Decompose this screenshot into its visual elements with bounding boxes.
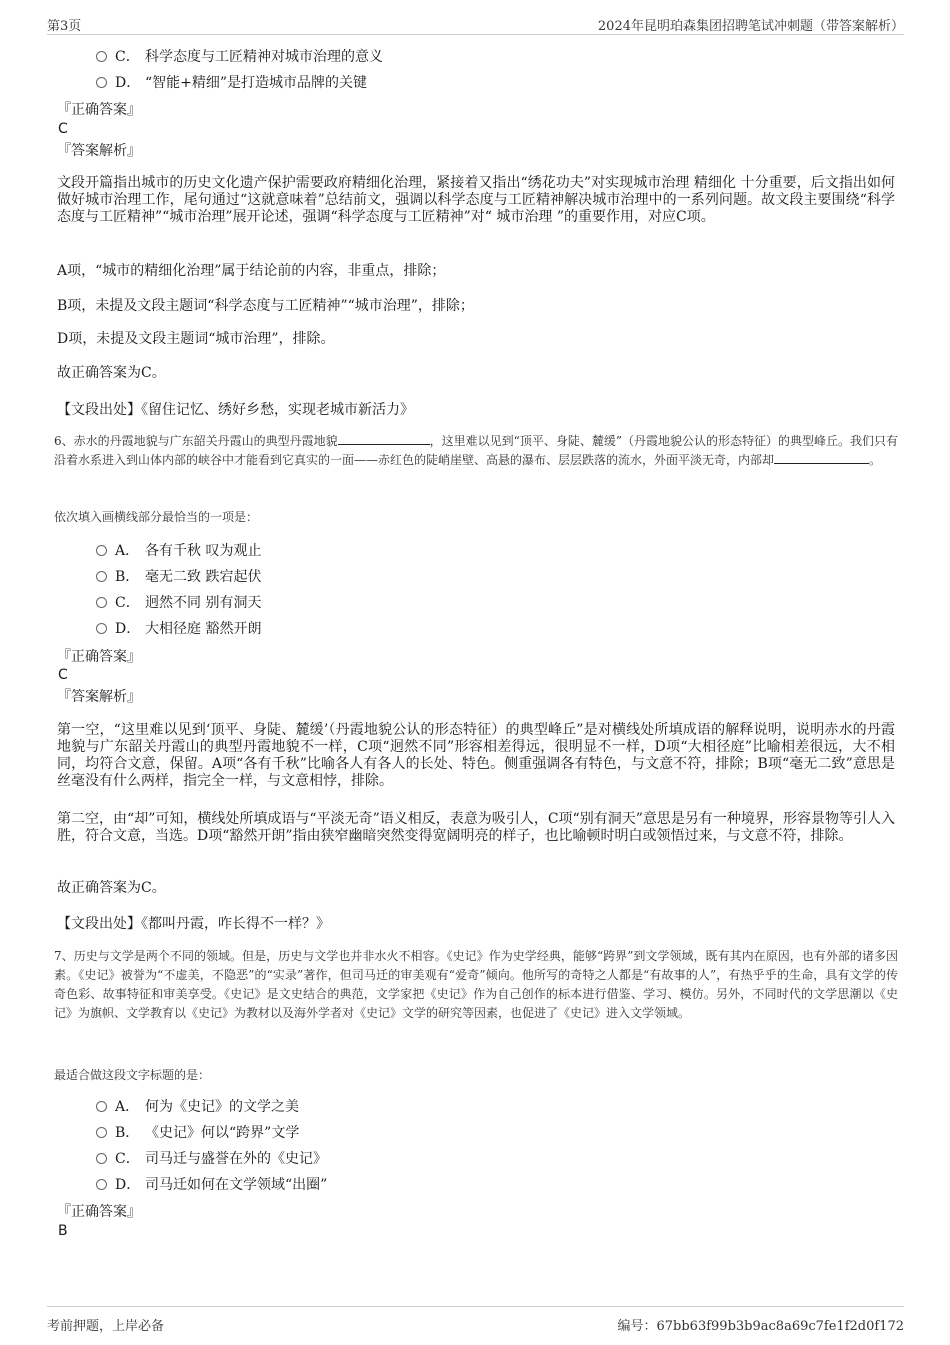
- q5-conclusion: 故正确答案为C。: [57, 365, 166, 381]
- q5-option-c[interactable]: C． 科学态度与工匠精神对城市治理的意义: [96, 47, 383, 67]
- radio-icon[interactable]: [96, 623, 107, 634]
- radio-icon[interactable]: [96, 1179, 107, 1190]
- page-number: 第3页: [47, 19, 82, 34]
- radio-icon[interactable]: [96, 545, 107, 556]
- q6-option-c[interactable]: C． 迥然不同 别有洞天: [96, 593, 261, 613]
- q5-source: 【文段出处】《留住记忆、绣好乡愁，实现老城市新活力》: [57, 402, 414, 418]
- q5-answer-label: 『正确答案』: [57, 102, 141, 118]
- radio-icon[interactable]: [96, 1153, 107, 1164]
- q5-analysis-p4: D项，未提及文段主题词“城市治理”，排除。: [57, 331, 335, 347]
- radio-icon[interactable]: [96, 597, 107, 608]
- radio-icon[interactable]: [96, 571, 107, 582]
- q7-answer: B: [58, 1223, 68, 1239]
- document-code: 编号：67bb63f99b3b9ac8a69c7fe1f2d0f172: [617, 1319, 904, 1334]
- radio-icon[interactable]: [96, 77, 107, 88]
- q6-option-d[interactable]: D． 大相径庭 豁然开朗: [96, 619, 261, 639]
- q7-prompt: 最适合做这段文字标题的是：: [54, 1068, 211, 1082]
- radio-icon[interactable]: [96, 51, 107, 62]
- q6-answer-label: 『正确答案』: [57, 649, 141, 665]
- q7-option-b[interactable]: B． 《史记》何以“跨界”文学: [96, 1123, 299, 1143]
- q5-analysis-p1: 文段开篇指出城市的历史文化遗产保护需要政府精细化治理，紧接着又指出“绣花功夫”对实现城市治理 精细化 十分重要，后文指出如何做好城市治理工作，尾句通过“这就意味着”总结前文，强调以科学态度与工匠精神解决城市治理中的一系列问题。故文段主要围绕“科学态度与工匠精神”“城市治理”展开论述，强调“科学态度与工匠精神”对“ 城市治理 ”的重要作用，对应C项。: [57, 175, 895, 225]
- footer-slogan: 考前押题，上岸必备: [47, 1319, 165, 1334]
- q6-prompt: 依次填入画横线部分最恰当的一项是：: [54, 510, 259, 524]
- q5-analysis-p2: A项，“城市的精细化治理”属于结论前的内容，非重点，排除；: [57, 263, 446, 279]
- answer-blank: [338, 433, 430, 445]
- q6-conclusion: 故正确答案为C。: [57, 880, 166, 896]
- radio-icon[interactable]: [96, 1101, 107, 1112]
- q6-option-a[interactable]: A． 各有千秋 叹为观止: [96, 541, 261, 561]
- q6-analysis-label: 『答案解析』: [57, 689, 141, 705]
- radio-icon[interactable]: [96, 1127, 107, 1138]
- document-title: 2024年昆明珀森集团招聘笔试冲刺题（带答案解析）: [597, 19, 904, 34]
- q6-stem: 6、赤水的丹霞地貌与广东韶关丹霞山的典型丹霞地貌 ，这里难以见到“顶平、身陡、麓缓”（丹霞地貌公认的形态特征）的典型峰丘。我们只有沿着水系进入到山体内部的峡谷中才能看到它真实的一面——赤红色的陡峭崖壁、高悬的瀑布、层层跌落的流水，外面平淡无奇，内部却 。: [54, 434, 898, 467]
- q7-answer-label: 『正确答案』: [57, 1204, 141, 1220]
- q7-stem: 7、历史与文学是两个不同的领域。但是，历史与文学也并非水火不相容。《史记》作为史学经典，能够“跨界”到文学领域，既有其内在原因，也有外部的诸多因素。《史记》被誉为“不虚美，不隐恶”的“实录”著作，但司马迁的审美观有“爱奇”倾向。他所写的奇特之人都是“有故事的人”，有热乎乎的生命，具有文学的传奇色彩、故事特征和审美享受。《史记》是文史结合的典范，文学家把《史记》作为自己创作的标本进行借鉴、学习、模仿。另外，不同时代的文学思潮以《史记》为旗帜、文学教育以《史记》为教材以及海外学者对《史记》文学的研究等因素，也促进了《史记》进入文学领域。: [54, 949, 898, 1020]
- q7-option-d[interactable]: D． 司马迁如何在文学领域“出圈”: [96, 1175, 327, 1195]
- page-header: [47, 14, 904, 35]
- q6-analysis-p2: 第二空，由“却”可知，横线处所填成语与“平淡无奇”语义相反，表意为吸引人，C项“别有洞天”意思是另有一种境界，形容景物等引人入胜，符合文意，当选。D项“豁然开朗”指由狭窄幽暗突然变得宽阔明亮的样子，也比喻顿时明白或领悟过来，与文意不符，排除。: [57, 811, 895, 844]
- page-footer: [47, 1306, 904, 1334]
- answer-blank: [774, 452, 869, 464]
- q7-option-a[interactable]: A． 何为《史记》的文学之美: [96, 1097, 299, 1117]
- q6-source: 【文段出处】《都叫丹霞，咋长得不一样？》: [57, 916, 330, 932]
- q5-option-d[interactable]: D． “智能+精细”是打造城市品牌的关键: [96, 73, 367, 93]
- q6-option-b[interactable]: B． 毫无二致 跌宕起伏: [96, 567, 261, 587]
- q5-answer: C: [58, 121, 68, 137]
- q6-answer: C: [58, 667, 68, 683]
- q5-analysis-p3: B项，未提及文段主题词“科学态度与工匠精神”“城市治理”，排除；: [57, 298, 474, 314]
- q5-analysis-label: 『答案解析』: [57, 143, 141, 159]
- q7-option-c[interactable]: C． 司马迁与盛誉在外的《史记》: [96, 1149, 327, 1169]
- q6-analysis-p1: 第一空，“这里难以见到‘顶平、身陡、麓缓’（丹霞地貌公认的形态特征）的典型峰丘”是对横线处所填成语的解释说明，说明赤水的丹霞地貌与广东韶关丹霞山的典型丹霞地貌不一样，C项“迥然不同”形容相差得远，很明显不一样，D项“大相径庭”比喻相差很远，大不相同，均符合文意，保留。A项“各有千秋”比喻各人有各人的长处、特色。侧重强调各有特色，与文意不符，排除；B项“毫无二致”意思是丝毫没有什么两样，指完全一样，与文意相悖，排除。: [57, 722, 895, 789]
